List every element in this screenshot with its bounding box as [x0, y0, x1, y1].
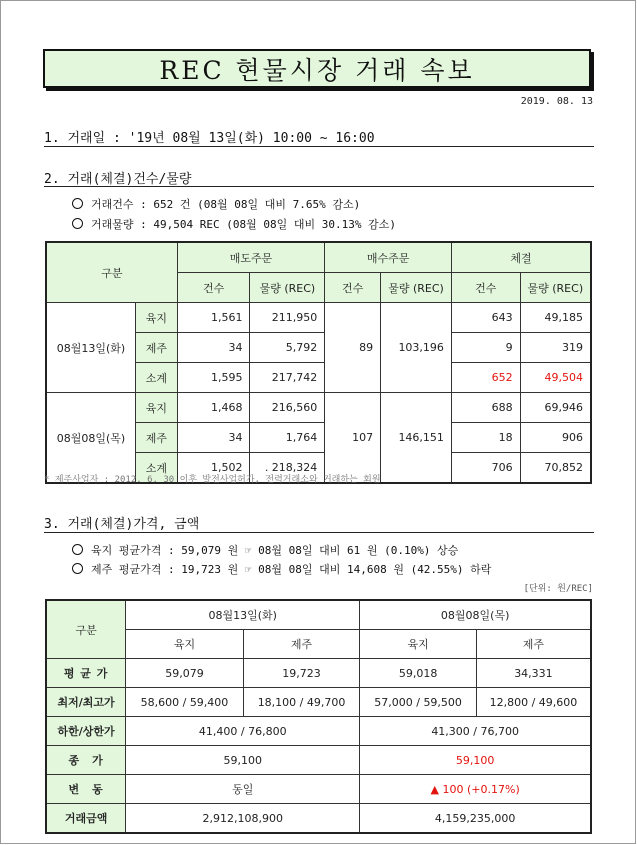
change-current: 동일	[126, 775, 360, 804]
avg-land-previous: 59,018	[360, 659, 477, 688]
deal-volume: 70,852	[520, 453, 591, 484]
row-label: 최저/최고가	[46, 688, 126, 717]
deal-count: 652	[451, 363, 520, 393]
th-gubun: 구분	[46, 600, 126, 659]
th-deal: 체결	[451, 242, 591, 273]
row-label: 소계	[135, 453, 177, 484]
row-label: 종 가	[46, 746, 126, 775]
th-volume: 물량 (REC)	[250, 273, 325, 303]
volume-table	[45, 241, 592, 484]
th-gubun: 구분	[46, 242, 177, 303]
deal-volume: 906	[520, 423, 591, 453]
th-land: 육지	[360, 630, 477, 659]
minmax-jeju-previous: 12,800 / 49,600	[476, 688, 591, 717]
th-date-current: 08월13일(화)	[126, 600, 360, 630]
row-label: 거래금액	[46, 804, 126, 834]
table-row	[46, 775, 591, 804]
row-label: 소계	[135, 363, 177, 393]
deal-count: 706	[451, 453, 520, 484]
row-label: 제주	[135, 333, 177, 363]
limit-current: 41,400 / 76,800	[126, 717, 360, 746]
th-volume: 물량 (REC)	[381, 273, 452, 303]
th-date-previous: 08월08일(목)	[360, 600, 591, 630]
sell-volume: 217,742	[250, 363, 325, 393]
th-count: 건수	[177, 273, 250, 303]
bullet-deal-volume: 거래물량 : 49,504 REC (08월 08일 대비 30.13% 감소)	[72, 216, 396, 232]
th-sell: 매도주문	[177, 242, 325, 273]
sell-volume: . 218,324	[250, 453, 325, 484]
sell-volume: 5,792	[250, 333, 325, 363]
sell-count: 1,502	[177, 453, 250, 484]
price-table	[45, 599, 592, 834]
th-count: 건수	[451, 273, 520, 303]
th-land: 육지	[126, 630, 244, 659]
row-label: 제주	[135, 423, 177, 453]
footnote: * 제주사업자 : 2012. 6. 30 이후 발전사업허가, 전력거래소와 거래하는 회원	[44, 475, 381, 485]
table-row	[46, 746, 591, 775]
close-current: 59,100	[126, 746, 360, 775]
row-label: 하한/상한가	[46, 717, 126, 746]
deal-count: 643	[451, 303, 520, 333]
row-label: 육지	[135, 393, 177, 423]
sell-count: 1,595	[177, 363, 250, 393]
deal-volume: 49,504	[520, 363, 591, 393]
sell-count: 34	[177, 423, 250, 453]
section3-rule	[44, 532, 594, 533]
deal-volume: 49,185	[520, 303, 591, 333]
amount-current: 2,912,108,900	[126, 804, 360, 834]
section3-heading: 3. 거래(체결)가격, 금액	[44, 517, 200, 532]
close-previous: 59,100	[360, 746, 591, 775]
row-label: 변 동	[46, 775, 126, 804]
deal-count: 18	[451, 423, 520, 453]
section2-heading: 2. 거래(체결)건수/물량	[44, 172, 192, 187]
table-row	[46, 303, 591, 333]
buy-count: 89	[325, 303, 381, 393]
deal-count: 688	[451, 393, 520, 423]
bullet-deal-count: 거래건수 : 652 건 (08월 08일 대비 7.65% 감소)	[72, 196, 360, 212]
circle-bullet-icon	[72, 218, 83, 229]
table-row	[46, 717, 591, 746]
minmax-land-current: 58,600 / 59,400	[126, 688, 244, 717]
section1-rule	[44, 146, 594, 147]
report-date: 2019. 08. 13	[520, 96, 593, 107]
unit-label: [단위: 원/REC]	[523, 584, 593, 594]
circle-bullet-icon	[72, 544, 83, 555]
row-label: 육지	[135, 303, 177, 333]
amount-previous: 4,159,235,000	[360, 804, 591, 834]
deal-volume: 319	[520, 333, 591, 363]
th-jeju: 제주	[243, 630, 360, 659]
row-label: 평 균 가	[46, 659, 126, 688]
row-date: 08월13일(화)	[46, 303, 135, 393]
sell-volume: 1,764	[250, 423, 325, 453]
sell-volume: 216,560	[250, 393, 325, 423]
sell-volume: 211,950	[250, 303, 325, 333]
sell-count: 1,468	[177, 393, 250, 423]
th-buy: 매수주문	[325, 242, 452, 273]
change-previous: ▲ 100 (+0.17%)	[360, 775, 591, 804]
circle-bullet-icon	[72, 563, 83, 574]
table-row	[46, 688, 591, 717]
minmax-jeju-current: 18,100 / 49,700	[243, 688, 360, 717]
table-row	[46, 393, 591, 423]
avg-jeju-current: 19,723	[243, 659, 360, 688]
limit-previous: 41,300 / 76,700	[360, 717, 591, 746]
buy-count: 107	[325, 393, 381, 484]
sell-count: 1,561	[177, 303, 250, 333]
minmax-land-previous: 57,000 / 59,500	[360, 688, 477, 717]
row-date: 08월08일(목)	[46, 393, 135, 484]
avg-land-current: 59,079	[126, 659, 244, 688]
table-row	[46, 804, 591, 834]
section1-heading: 1. 거래일 : '19년 08월 13일(화) 10:00 ~ 16:00	[44, 131, 375, 146]
page-title: REC 현물시장 거래 속보	[43, 49, 591, 88]
deal-count: 9	[451, 333, 520, 363]
deal-volume: 69,946	[520, 393, 591, 423]
section2-rule	[44, 186, 594, 187]
circle-bullet-icon	[72, 198, 83, 209]
th-count: 건수	[325, 273, 381, 303]
table-row	[46, 659, 591, 688]
bullet-land-price: 육지 평균가격 : 59,079 원 ☞ 08월 08일 대비 61 원 (0.10%) 상승	[72, 542, 458, 558]
th-jeju: 제주	[476, 630, 591, 659]
bullet-jeju-price: 제주 평균가격 : 19,723 원 ☞ 08월 08일 대비 14,608 원 (42.55%) 하락	[72, 561, 491, 577]
buy-volume: 103,196	[381, 303, 452, 393]
th-volume: 물량 (REC)	[520, 273, 591, 303]
avg-jeju-previous: 34,331	[476, 659, 591, 688]
sell-count: 34	[177, 333, 250, 363]
buy-volume: 146,151	[381, 393, 452, 484]
